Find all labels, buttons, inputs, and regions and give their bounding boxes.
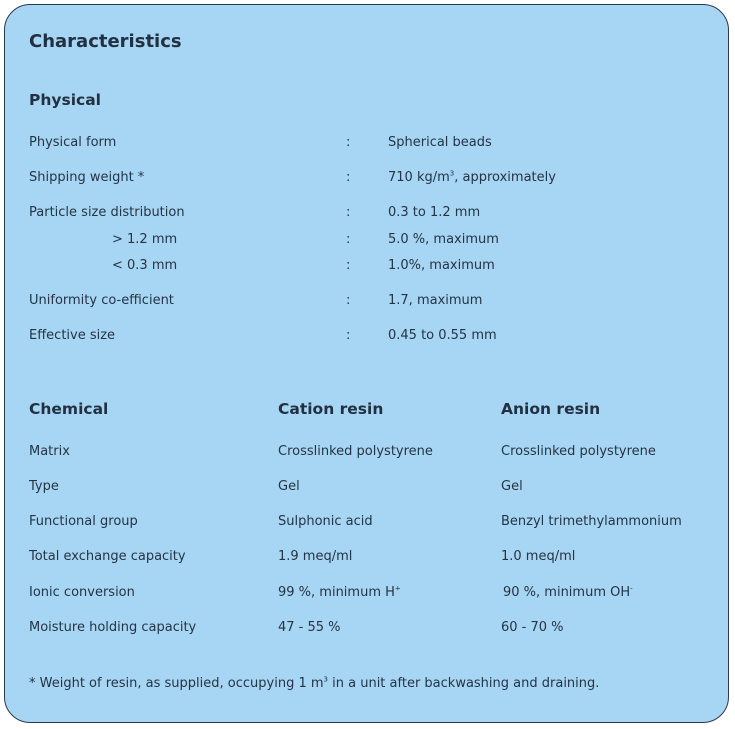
physical-label-particle-size: Particle size distribution xyxy=(29,205,185,220)
physical-value-shipping-weight xyxy=(388,170,556,185)
separator: : xyxy=(346,293,351,308)
physical-label-uniformity: Uniformity co-efficient xyxy=(29,293,174,308)
physical-heading: Physical xyxy=(29,91,101,109)
cation-value-type: Gel xyxy=(278,479,300,494)
superscript: - xyxy=(630,584,633,593)
physical-value-effective-size: 0.45 to 0.55 mm xyxy=(388,328,497,343)
separator: : xyxy=(346,170,351,185)
superscript: + xyxy=(394,584,401,593)
physical-label-under-0-3: < 0.3 mm xyxy=(112,258,178,273)
anion-value-moisture: 60 - 70 % xyxy=(501,620,564,635)
chemical-label-functional-group: Functional group xyxy=(29,514,138,529)
value-text: , approximately xyxy=(454,170,556,185)
anion-resin-heading: Anion resin xyxy=(501,400,601,418)
page-title: Characteristics xyxy=(29,31,182,52)
chemical-label-type: Type xyxy=(29,479,59,494)
chemical-label-ionic-conversion: Ionic conversion xyxy=(29,585,135,600)
physical-label-over-1-2: > 1.2 mm xyxy=(112,232,178,247)
separator: : xyxy=(346,205,351,220)
cation-resin-heading: Cation resin xyxy=(278,400,384,418)
anion-value-type: Gel xyxy=(501,479,523,494)
anion-value-exchange-capacity: 1.0 meq/ml xyxy=(501,549,576,564)
physical-label-shipping-weight: Shipping weight * xyxy=(29,170,145,185)
cation-value-ionic-conversion xyxy=(278,585,401,600)
separator: : xyxy=(346,328,351,343)
chemical-heading: Chemical xyxy=(29,400,109,418)
separator: : xyxy=(346,258,351,273)
value-text: 710 kg/m xyxy=(388,170,450,185)
footnote-text: * Weight of resin, as supplied, occupying 1 m xyxy=(29,676,324,691)
characteristics-card xyxy=(4,4,729,723)
physical-value-form: Spherical beads xyxy=(388,135,492,150)
superscript: 3 xyxy=(449,169,455,178)
separator: : xyxy=(346,232,351,247)
anion-value-ionic-conversion xyxy=(503,585,633,600)
cation-value-matrix: Crosslinked polystyrene xyxy=(278,444,433,459)
value-text: 90 %, minimum OH xyxy=(503,585,631,600)
cation-value-moisture: 47 - 55 % xyxy=(278,620,341,635)
cation-value-functional-group: Sulphonic acid xyxy=(278,514,373,529)
physical-value-uniformity: 1.7, maximum xyxy=(388,293,483,308)
separator: : xyxy=(346,135,351,150)
superscript: 3 xyxy=(323,675,328,684)
footnote-text: in a unit after backwashing and draining. xyxy=(328,676,600,691)
physical-label-effective-size: Effective size xyxy=(29,328,116,343)
footnote xyxy=(29,676,599,691)
anion-value-functional-group: Benzyl trimethylammonium xyxy=(501,514,682,529)
cation-value-exchange-capacity: 1.9 meq/ml xyxy=(278,549,353,564)
chemical-label-moisture: Moisture holding capacity xyxy=(29,620,197,635)
physical-label-form: Physical form xyxy=(29,135,117,150)
physical-value-over-1-2: 5.0 %, maximum xyxy=(388,232,499,247)
physical-value-under-0-3: 1.0%, maximum xyxy=(388,258,495,273)
anion-value-matrix: Crosslinked polystyrene xyxy=(501,444,656,459)
chemical-label-exchange-capacity: Total exchange capacity xyxy=(29,549,186,564)
value-text: 99 %, minimum H xyxy=(278,585,395,600)
physical-value-particle-size: 0.3 to 1.2 mm xyxy=(388,205,481,220)
chemical-label-matrix: Matrix xyxy=(29,444,70,459)
